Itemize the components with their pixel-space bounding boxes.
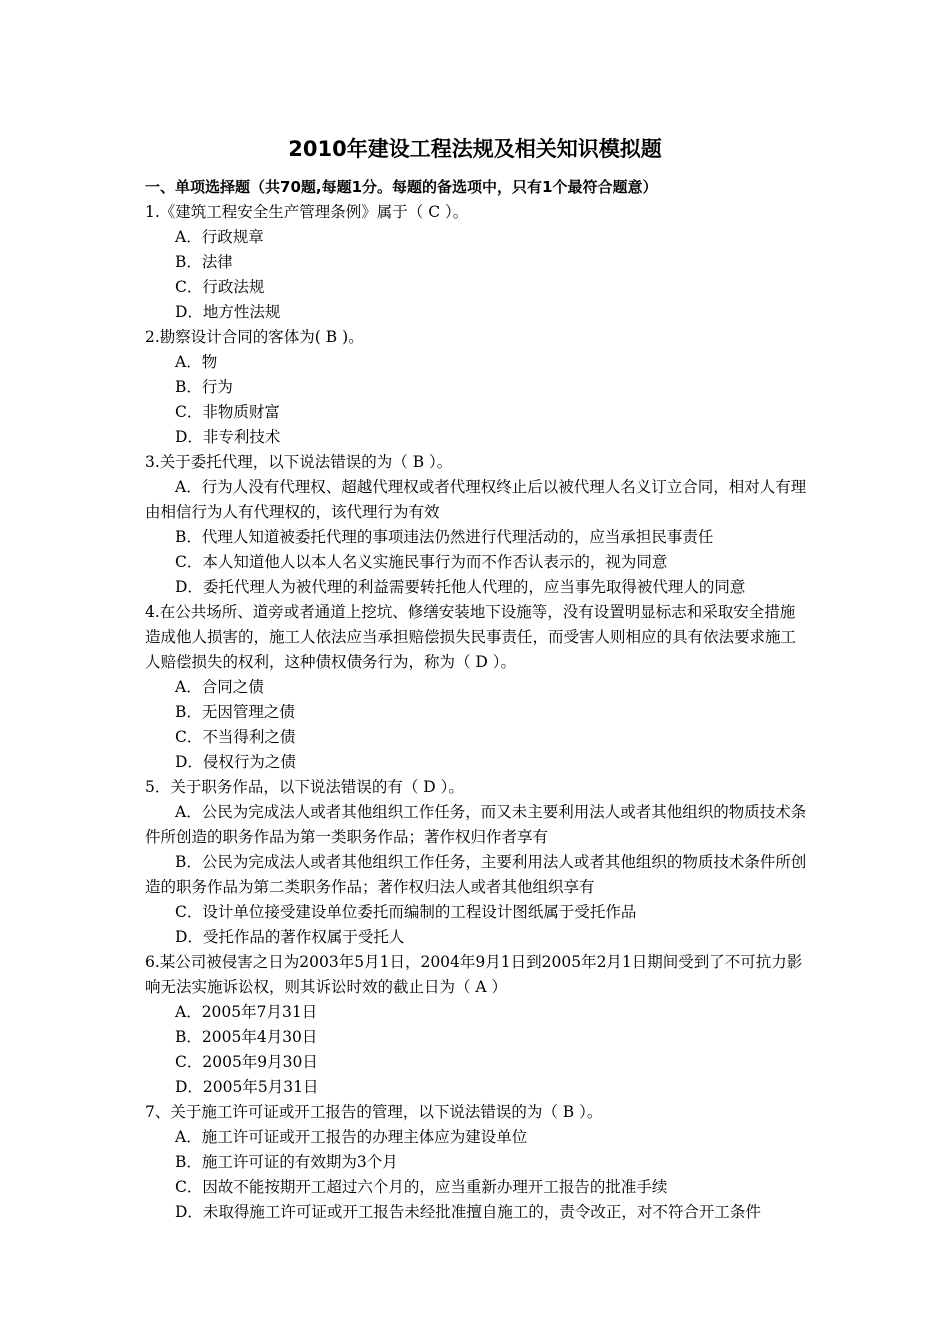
option-c: C．本人知道他人以本人名义实施民事行为而不作否认表示的，视为同意 [175,553,668,571]
option-b: B．2005年4月30日 [175,1028,318,1046]
question-list [145,200,810,1225]
option-d: D．地方性法规 [175,303,281,321]
option-a: A．行为人没有代理权、超越代理权或者代理权终止后以被代理人名义订立合同，相对人有理由相信行为人有代理权的，该代理行为有效 [145,478,807,521]
question-text: 2.勘察设计合同的客体为( B )。 [145,328,364,346]
option-a: A．合同之债 [175,678,264,696]
option-d: D．受托作品的著作权属于受托人 [175,928,405,946]
question-6 [145,950,810,1100]
option-b: B．公民为完成法人或者其他组织工作任务，主要利用法人或者其他组织的物质技术条件所创造的职务作品为第二类职务作品；著作权归法人或者其他组织享有 [145,853,807,896]
option-c: C．设计单位接受建设单位委托而编制的工程设计图纸属于受托作品 [175,903,637,921]
question-1 [145,200,810,325]
question-text: 7、关于施工许可证或开工报告的管理，以下说法错误的为（ B ）。 [145,1103,603,1121]
option-a: A．物 [175,353,218,371]
option-c: C．2005年9月30日 [175,1053,318,1071]
option-d: D．非专利技术 [175,428,281,446]
question-text: 5．关于职务作品，以下说法错误的有（ D ）。 [145,778,464,796]
option-a: A．行政规章 [175,228,264,246]
option-d: D．侵权行为之债 [175,753,296,771]
option-c: C．不当得利之债 [175,728,296,746]
option-a: A．2005年7月31日 [175,1003,318,1021]
option-b: B．行为 [175,378,233,396]
question-text: 6.某公司被侵害之日为2003年5月1日，2004年9月1日到2005年2月1日期间受到了不可抗力影响无法实施诉讼权，则其诉讼时效的截止日为（ A ） [145,953,803,996]
question-text: 4.在公共场所、道旁或者通道上挖坑、修缮安装地下设施等，没有设置明显标志和采取安全措施造成他人损害的，施工人依法应当承担赔偿损失民事责任，而受害人则相应的具有依法要求施工人赔偿损失的权利，这种债权债务行为，称为（ D ）。 [145,603,797,671]
option-d: D．未取得施工许可证或开工报告未经批准擅自施工的，责令改正，对不符合开工条件 [175,1203,761,1221]
question-2 [145,325,810,450]
question-7 [145,1100,810,1225]
option-b: B．无因管理之债 [175,703,295,721]
question-text: 1.《建筑工程安全生产管理条例》属于（ C ）。 [145,203,469,221]
option-b: B．代理人知道被委托代理的事项违法仍然进行代理活动的，应当承担民事责任 [175,528,714,546]
question-text: 3.关于委托代理，以下说法错误的为（ B ）。 [145,453,453,471]
option-c: C．行政法规 [175,278,265,296]
option-a: A．公民为完成法人或者其他组织工作任务，而又未主要利用法人或者其他组织的物质技术条件所创造的职务作品为第一类职务作品；著作权归作者享有 [145,803,807,846]
question-5 [145,775,810,950]
option-a: A．施工许可证或开工报告的办理主体应为建设单位 [175,1128,528,1146]
section-heading: 一、单项选择题（共70题,每题1分。每题的备选项中，只有1个最符合题意） [145,178,658,196]
option-c: C．因故不能按期开工超过六个月的，应当重新办理开工报告的批准手续 [175,1178,668,1196]
question-4 [145,600,810,775]
option-c: C．非物质财富 [175,403,280,421]
option-d: D．委托代理人为被代理的利益需要转托他人代理的，应当事先取得被代理人的同意 [175,578,746,596]
option-b: B．施工许可证的有效期为3个月 [175,1153,398,1171]
question-3 [145,450,810,600]
option-b: B．法律 [175,253,233,271]
document-title: 2010年建设工程法规及相关知识模拟题 [288,137,662,161]
option-d: D．2005年5月31日 [175,1078,319,1096]
